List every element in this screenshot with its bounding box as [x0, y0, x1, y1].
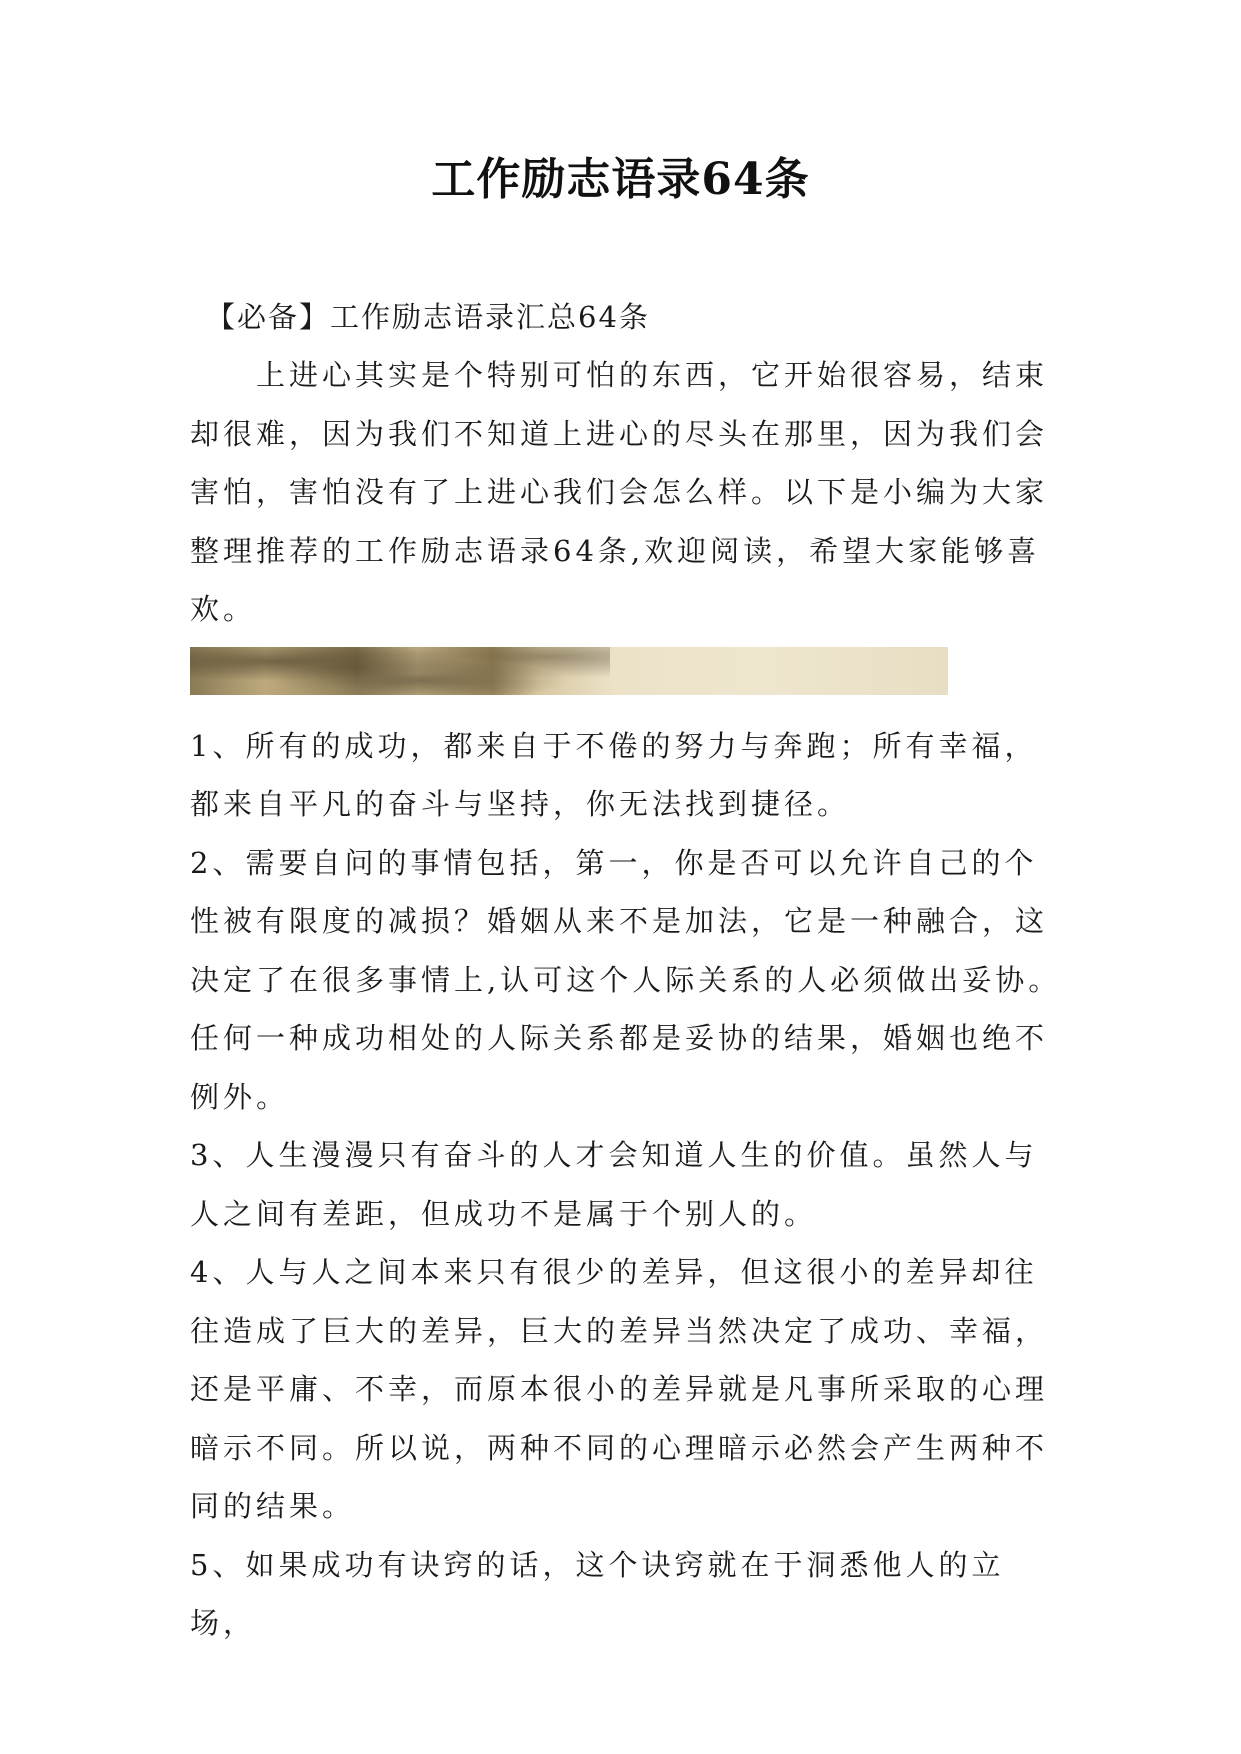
document-body	[190, 288, 1070, 1653]
banner-image	[190, 647, 948, 695]
intro-paragraph: 上进心其实是个特别可怕的东西，它开始很容易，结束却很难，因为我们不知道上进心的尽头在那里，因为我们会害怕，害怕没有了上进心我们会怎么样。以下是小编为大家整理推荐的工作励志语录64条,欢迎阅读，希望大家能够喜欢。	[190, 358, 1049, 626]
quote-list	[190, 717, 1070, 1653]
quote-item-1: 1、所有的成功，都来自于不倦的努力与奔跑；所有幸福，都来自平凡的奋斗与坚持，你无法找到捷径。	[190, 728, 1038, 821]
quote-item-5: 5、如果成功有诀窍的话，这个诀窍就在于洞悉他人的立场，	[190, 1547, 1005, 1640]
quote-item-2: 2、需要自问的事情包括，第一，你是否可以允许自己的个性被有限度的减损？婚姻从来不是加法，它是一种融合，这决定了在很多事情上,认可这个人际关系的人必须做出妥协。任何一种成功相处的人际关系都是妥协的结果，婚姻也绝不例外。	[190, 845, 1062, 1114]
rock-texture	[190, 647, 610, 695]
quote-item-3: 3、人生漫漫只有奋斗的人才会知道人生的价值。虽然人与人之间有差距，但成功不是属于个别人的。	[190, 1138, 1038, 1231]
quote-item-4: 4、人与人之间本来只有很少的差异，但这很小的差异却往往造成了巨大的差异，巨大的差异当然决定了成功、幸福，还是平庸、不幸，而原本很小的差异就是凡事所采取的心理暗示不同。所以说，两种不同的心理暗示必然会产生两种不同的结果。	[190, 1255, 1049, 1523]
document-subtitle: 【必备】工作励志语录汇总64条	[206, 300, 650, 334]
document-title: 工作励志语录64条	[431, 154, 810, 205]
